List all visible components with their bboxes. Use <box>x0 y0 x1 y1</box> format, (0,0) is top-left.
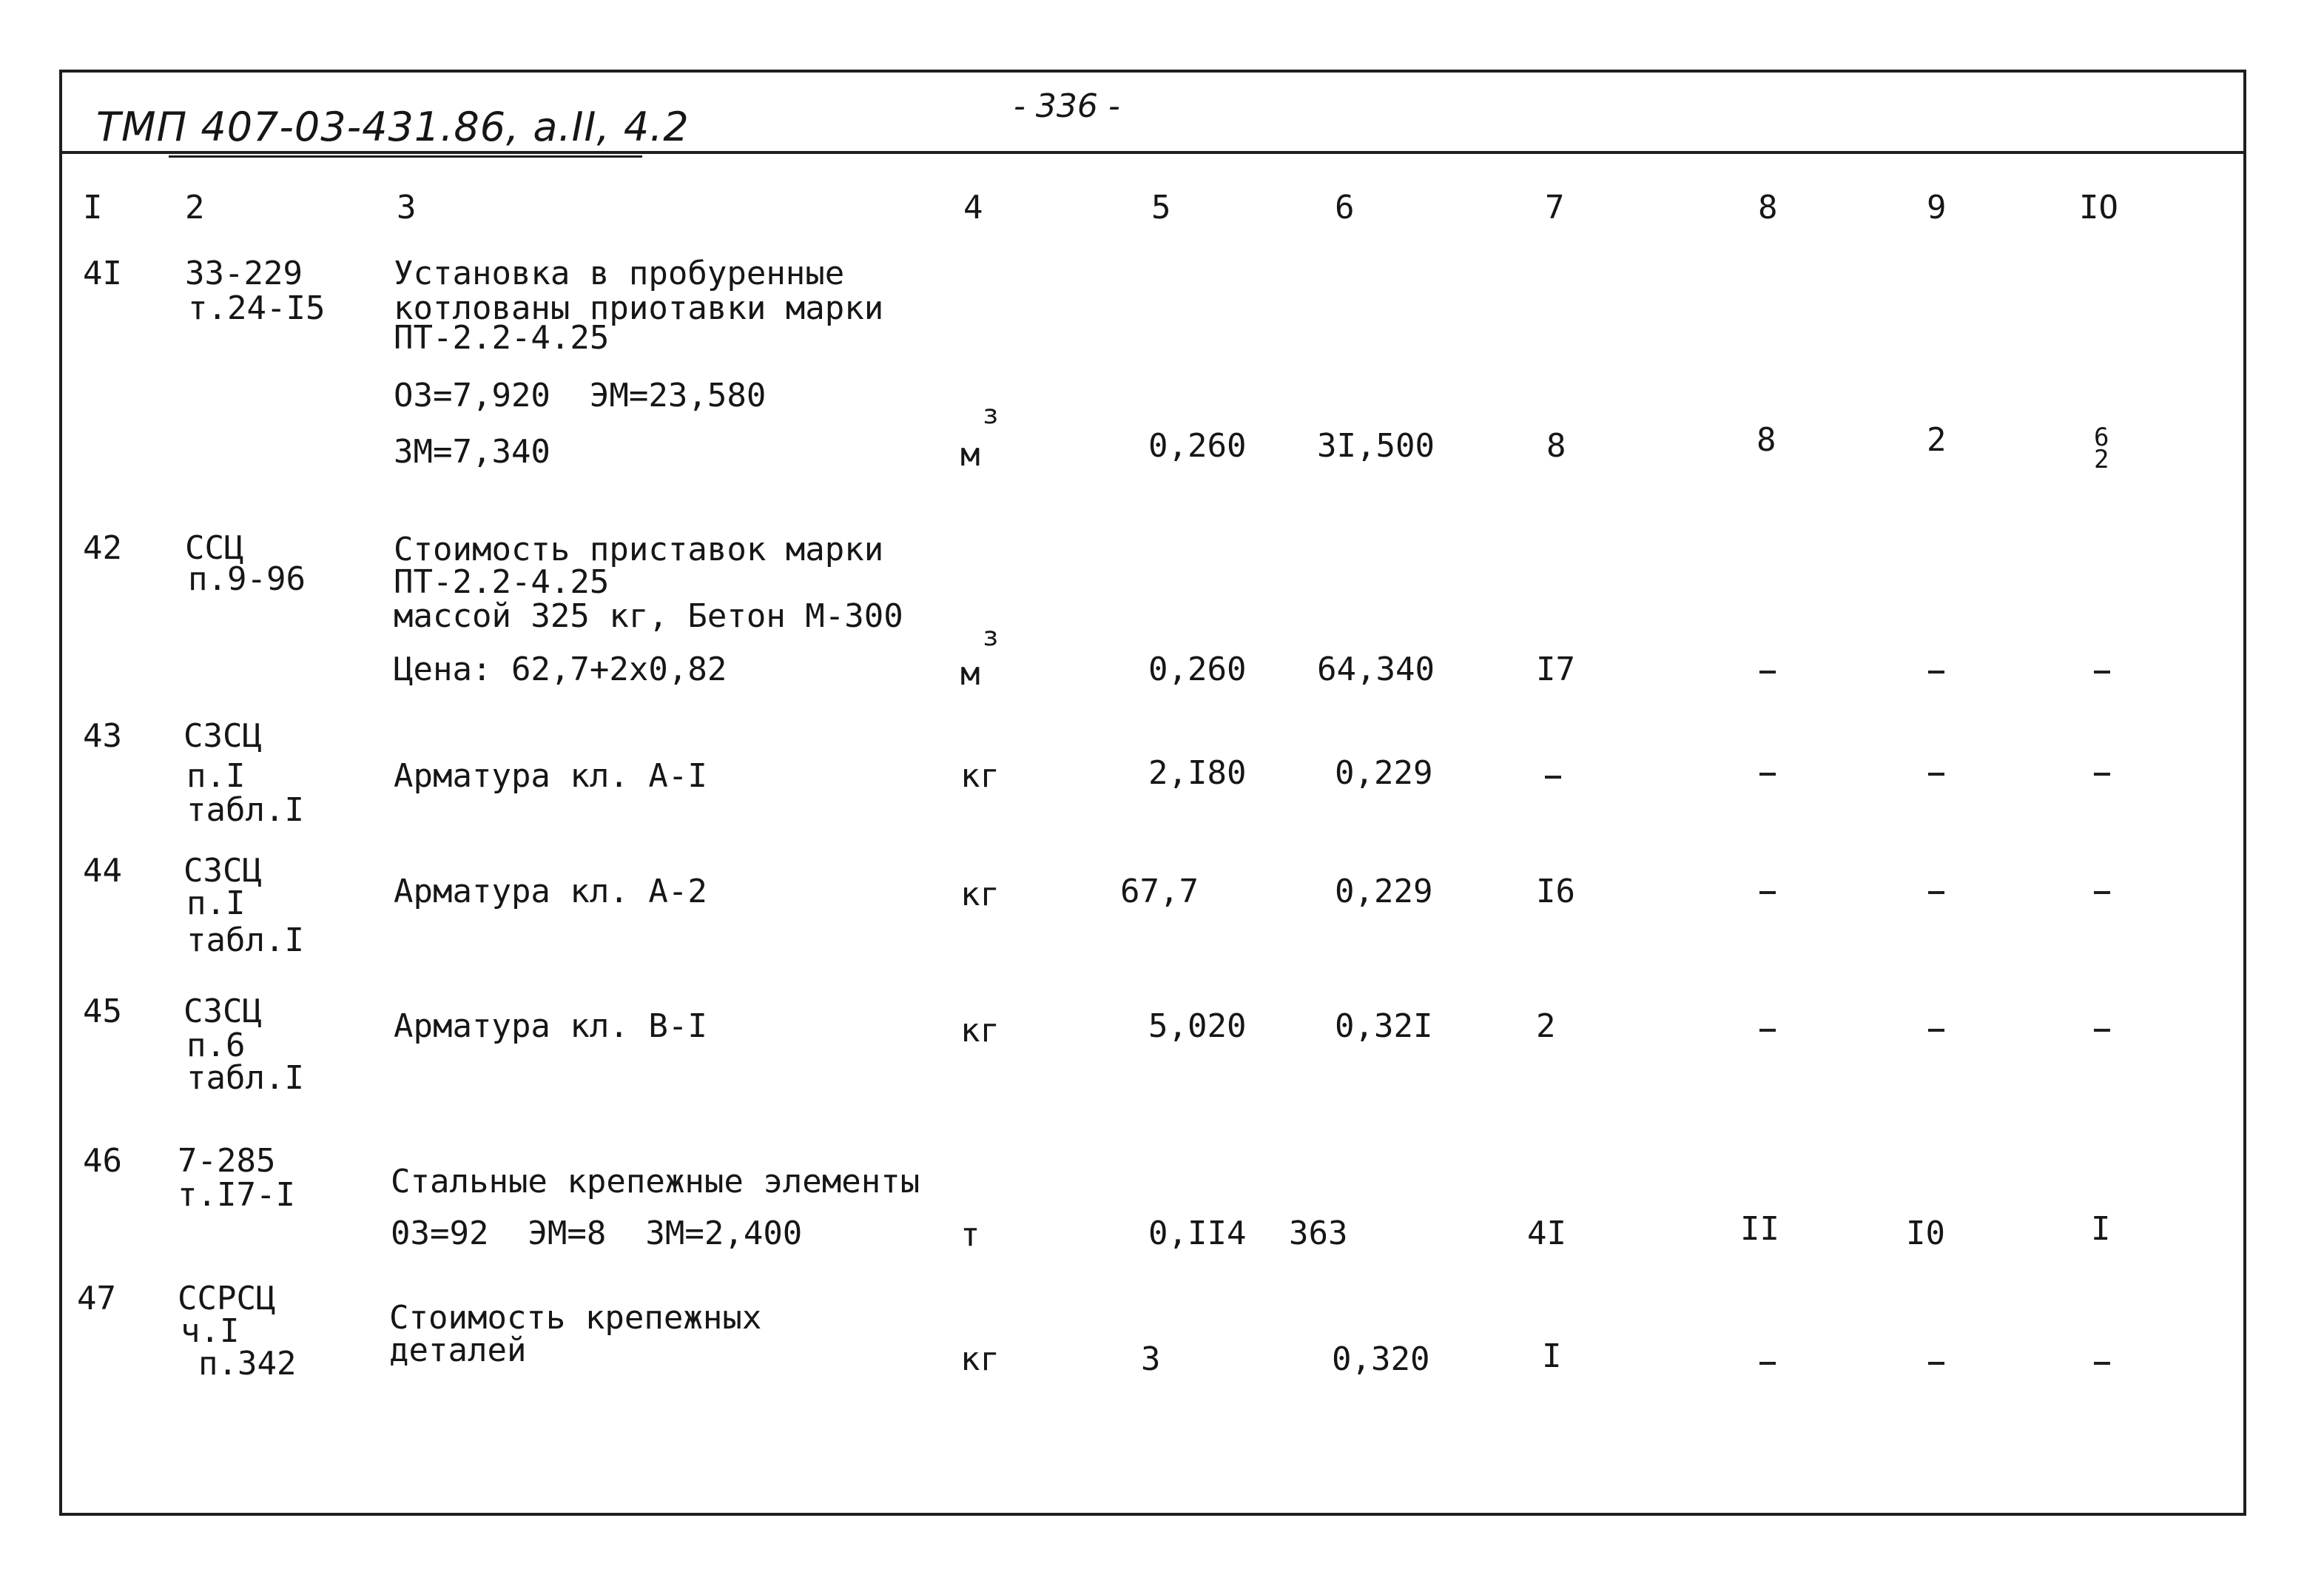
column-header-7: 7 <box>1545 189 1565 226</box>
cost-components: 03=92 ЭМ=8 ЗМ=2,400 <box>391 1215 803 1252</box>
quantity: 67,7 <box>1120 873 1199 910</box>
document-frame <box>59 70 2246 1516</box>
dash-mark <box>2094 671 2110 674</box>
price-code: табл.I <box>186 1059 304 1097</box>
work-description: Стоимость крепежных <box>389 1299 762 1337</box>
price-code: СЗСЦ <box>183 852 262 890</box>
quantity: 2,I80 <box>1148 754 1247 792</box>
column-7-value: 4I <box>1527 1215 1566 1252</box>
price-code: табл.I <box>186 791 304 829</box>
dash-mark <box>1928 773 1944 776</box>
work-description: массой 325 кг, Бетон М-300 <box>394 597 903 635</box>
work-description: Стоимость приставок марки <box>394 531 884 568</box>
unit: т <box>960 1216 980 1254</box>
unit-cost: 3I,500 <box>1317 427 1435 465</box>
work-description: деталей <box>389 1331 527 1369</box>
dash-mark <box>1759 891 1776 894</box>
unit: кг <box>960 1340 1000 1378</box>
quantity: 0,260 <box>1148 427 1247 465</box>
column-10-value: 6 <box>2094 423 2109 452</box>
unit: кг <box>960 1012 1000 1049</box>
column-8-value: II <box>1740 1210 1779 1248</box>
column-9-value: 2 <box>1927 421 1947 459</box>
price-code: п.6 <box>186 1027 246 1064</box>
column-header-10: IO <box>2079 189 2118 226</box>
quantity: 0,II4 <box>1148 1215 1247 1252</box>
unit: м <box>960 436 980 474</box>
dash-mark <box>1928 891 1944 894</box>
price-code: 33-229 <box>185 255 303 292</box>
price-code: п.342 <box>198 1345 297 1383</box>
unit: кг <box>960 757 1000 795</box>
dash-mark <box>1759 773 1776 776</box>
column-7-value: 8 <box>1546 427 1566 465</box>
price-code: ССРСЦ <box>178 1280 276 1317</box>
dash-mark <box>2094 891 2110 894</box>
column-8-value: 8 <box>1757 421 1776 459</box>
price-code: ССЦ <box>185 529 244 567</box>
dash-mark <box>1545 776 1561 779</box>
dash-mark <box>1928 1362 1944 1365</box>
column-9-value: I0 <box>1906 1215 1945 1252</box>
unit: м <box>960 655 980 693</box>
unit-cost: 363 <box>1289 1215 1348 1252</box>
dash-mark <box>1928 1029 1944 1032</box>
column-10-value: I <box>2091 1210 2111 1248</box>
unit: кг <box>960 876 1000 913</box>
cost-components: ЗМ=7,340 <box>394 433 550 471</box>
price-code: СЗСЦ <box>183 993 262 1030</box>
column-header-5: 5 <box>1151 189 1171 226</box>
column-header-9: 9 <box>1927 189 1947 226</box>
unit-superscript: з <box>983 622 999 652</box>
unit-cost: 0,229 <box>1335 873 1433 910</box>
row-number: 46 <box>83 1142 122 1180</box>
row-number: 45 <box>83 993 122 1030</box>
column-header-3: 3 <box>397 189 417 226</box>
dash-mark <box>1759 1362 1776 1365</box>
unit-cost: 0,320 <box>1332 1340 1430 1378</box>
column-7-value: 2 <box>1536 1007 1556 1045</box>
work-description: ПТ-2.2-4.25 <box>394 319 610 357</box>
dash-mark <box>1759 671 1776 674</box>
page-number: - 336 - <box>1014 87 1120 125</box>
work-description: котлованы приотавки марки <box>394 289 884 327</box>
header-rule <box>62 151 2243 154</box>
price-code: 7-285 <box>178 1142 276 1180</box>
unit-cost: 0,32I <box>1335 1007 1433 1045</box>
price-code: табл.I <box>186 921 304 959</box>
work-description: Арматура кл. А-I <box>394 757 707 795</box>
column-7-value: I <box>1542 1337 1562 1375</box>
price-formula: Цена: 62,7+2х0,82 <box>394 651 727 688</box>
column-header-4: 4 <box>963 189 983 226</box>
unit-cost: 0,229 <box>1335 754 1433 792</box>
column-header-1: I <box>83 189 103 226</box>
row-number: 4I <box>83 255 122 292</box>
quantity: 0,260 <box>1148 651 1247 688</box>
quantity: 5,020 <box>1148 1007 1247 1045</box>
price-code: т.I7-I <box>178 1176 295 1214</box>
price-code: п.I <box>186 884 246 922</box>
price-code: п.9-96 <box>188 560 306 598</box>
dash-mark <box>2094 1029 2110 1032</box>
row-number: 47 <box>77 1280 116 1317</box>
cost-components: ОЗ=7,920 ЭМ=23,580 <box>394 377 767 414</box>
dash-mark <box>1928 671 1944 674</box>
quantity: 3 <box>1141 1340 1161 1378</box>
dash-mark <box>2094 1362 2110 1365</box>
row-number: 42 <box>83 529 122 567</box>
price-code: СЗСЦ <box>183 717 262 755</box>
dash-mark <box>2094 773 2110 776</box>
column-header-6: 6 <box>1335 189 1355 226</box>
column-header-8: 8 <box>1758 189 1778 226</box>
column-7-value: I6 <box>1536 873 1575 910</box>
work-description: Арматура кл. А-2 <box>394 873 707 910</box>
column-7-value: I7 <box>1536 651 1575 688</box>
work-description: Стальные крепежные элементы <box>391 1163 920 1200</box>
price-code: ч.I <box>181 1312 240 1350</box>
column-header-2: 2 <box>185 189 205 226</box>
work-description: ПТ-2.2-4.25 <box>394 563 610 601</box>
row-number: 44 <box>83 852 122 890</box>
work-description: Арматура кл. В-I <box>394 1007 707 1045</box>
row-number: 43 <box>83 717 122 755</box>
dash-mark <box>1759 1029 1776 1032</box>
unit-cost: 64,340 <box>1317 651 1435 688</box>
price-code: п.I <box>186 757 246 795</box>
price-code: т.24-I5 <box>188 289 326 327</box>
document-code-underline <box>169 155 642 158</box>
document-code: ТМП 407-03-431.86, а.II, 4.2 <box>96 104 690 150</box>
work-description: Установка в пробуренные <box>394 255 845 292</box>
unit-superscript: з <box>983 400 999 430</box>
column-10-value: 2 <box>2094 445 2109 474</box>
